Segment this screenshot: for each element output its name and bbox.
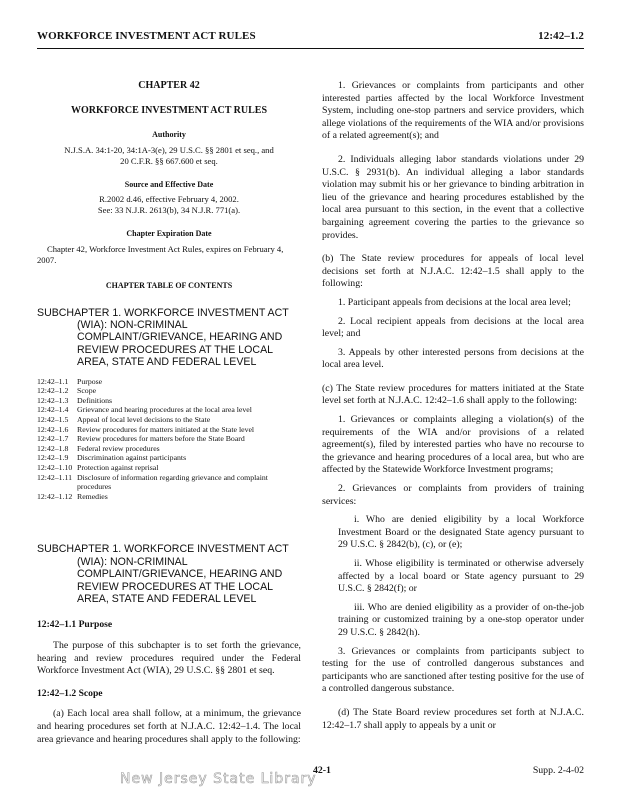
toc-entry-number: 12:42–1.10 (37, 462, 73, 472)
toc-entry-number: 12:42–1.9 (37, 453, 69, 463)
subchapter-heading: SUBCHAPTER 1. WORKFORCE INVESTMENT ACT (WIA): NON-CRIMINAL COMPLAINT/GRIEVANCE, HEARING AND REVIEW PROCEDURES AT THE LOCAL AREA, STATE AND FEDERAL LEVEL (37, 543, 289, 605)
expiration-heading: Chapter Expiration Date (126, 229, 212, 239)
toc-entry-title: Federal review procedures (77, 443, 160, 453)
paragraph-b: (b) The State review procedures for appeals of local level decisions set forth at N.J.A.C. 12:42–1.5 shall apply to the following: (322, 253, 584, 290)
chapter-number: CHAPTER 42 (138, 80, 200, 91)
header-title: WORKFORCE INVESTMENT ACT RULES (37, 30, 256, 42)
toc-entry-title: Scope (77, 386, 97, 396)
paragraph-b2: 2. Local recipient appeals from decisions at the local area level; and (322, 315, 584, 340)
toc-entry-title: Review procedures for matters initiated at the State level (77, 424, 255, 434)
section-2-text: (a) Each local area shall follow, at a minimum, the grievance and hearing procedures set forth at N.J.A.C. 12:42–1.4. The local area grievance and hearing procedures shall apply to the following: (37, 708, 301, 745)
toc-entry (37, 453, 301, 463)
paragraph-b1: 1. Participant appeals from decisions at the local area level; (338, 296, 571, 308)
section-1-heading: 12:42–1.1 Purpose (37, 619, 113, 631)
paragraph-c3: 3. Grievances or complaints from participants subject to testing for the use of controlled dangerous substances and participants who are sanctioned after testing positive for the use of a controlled dangerous substance. (322, 645, 584, 695)
paragraph-a2: 2. Individuals alleging labor standards violations under 29 U.S.C. § 2931(b). An individual alleging a labor standards violation may submit his or her grievance to binding arbitration in lieu of the grievance and hearing procedures established by the local area pursuant to this section, in the event that a collective bargaining agreement covering the parties to the grievance so provides. (322, 153, 584, 241)
paragraph-c2-iii: iii. Who are denied eligibility as a provider of on-the-job training or customized training by a one-stop operator under 29 U.S.C. § 2842(h). (338, 601, 584, 638)
paragraph-a1: 1. Grievances or complaints from participants and other interested parties affected by the local Workforce Investment System, including one-stop partners and service providers, which allege violations of the requirements of the WIA and/or provisions of a related agreement(s); and (322, 80, 584, 142)
toc-entry-title: Protection against reprisal (77, 462, 159, 472)
source-text-2: See: 33 N.J.R. 2613(b), 34 N.J.R. 771(a). (97, 205, 241, 216)
toc-entry-title: Definitions (77, 395, 113, 405)
toc-entry-number: 12:42–1.7 (37, 434, 69, 444)
toc-entry (37, 415, 301, 425)
toc-entry (37, 425, 301, 435)
page-number: 42-1 (313, 765, 331, 776)
toc-entry-number: 12:42–1.12 (37, 491, 73, 501)
toc-entry-number: 12:42–1.3 (37, 395, 69, 405)
toc-entry (37, 405, 301, 415)
toc-entry-title: Appeal of local level decisions to the State (77, 414, 211, 424)
toc-entry-number: 12:42–1.11 (37, 472, 73, 482)
toc-entry (37, 396, 301, 406)
toc-entry-title: Discrimination against participants (77, 453, 187, 463)
toc-entry-number: 12:42–1.6 (37, 424, 69, 434)
toc-entry (37, 492, 301, 502)
toc-entry-title: Disclosure of information regarding grievance and complaint procedures (77, 472, 268, 492)
toc-entry (37, 463, 301, 473)
toc-entry (37, 444, 301, 454)
table-of-contents (37, 377, 301, 502)
expiration-text: Chapter 42, Workforce Investment Act Rules, expires on February 4, 2007. (37, 243, 284, 265)
header-section: 12:42–1.2 (538, 30, 584, 42)
toc-entry (37, 473, 301, 492)
source-text-1: R.2002 d.46, effective February 4, 2002. (99, 194, 239, 205)
running-header (37, 26, 584, 49)
toc-entry (37, 386, 301, 396)
toc-entry-number: 12:42–1.8 (37, 443, 69, 453)
paragraph-b3: 3. Appeals by other interested persons from decisions at the local area level. (322, 346, 584, 371)
paragraph-c2: 2. Grievances or complaints from providers of training services: (322, 483, 584, 507)
library-watermark: New Jersey State Library (120, 771, 317, 787)
toc-entry (37, 377, 301, 387)
section-1-text: The purpose of this subchapter is to set forth the grievance, hearing and review procedures required under the Federal Workforce Investment Act (WIA), 29 U.S.C. §§ 2801 et seq. (37, 639, 301, 677)
paragraph-c1: 1. Grievances or complaints alleging a violation(s) of the requirements of the WIA and/or provisions of a related agreement(s), filed by interested parties who have no recourse to the grievance and hearing procedures of a local area, but who are affected by the Statewide Workforce Investment programs; (322, 414, 584, 476)
toc-entry-number: 12:42–1.2 (37, 386, 69, 396)
toc-subchapter-heading: SUBCHAPTER 1. WORKFORCE INVESTMENT ACT (WIA): NON-CRIMINAL COMPLAINT/GRIEVANCE, HEARING AND REVIEW PROCEDURES AT THE LOCAL AREA, STATE AND FEDERAL LEVEL (37, 306, 289, 369)
source-heading: Source and Effective Date (124, 179, 214, 189)
toc-entry (37, 434, 301, 444)
section-2-heading: 12:42–1.2 Scope (37, 687, 103, 699)
paragraph-c: (c) The State review procedures for matters initiated at the State level set forth at N.J.A.C. 12:42–1.6 shall apply to the following: (322, 382, 584, 407)
paragraph-d: (d) The State Board review procedures set forth at N.J.A.C. 12:42–1.7 shall apply to appeals by a unit or (322, 706, 584, 731)
toc-entry-number: 12:42–1.4 (37, 405, 69, 415)
toc-entry-title: Purpose (77, 376, 103, 386)
paragraph-c2-i: i. Who are denied eligibility by a local Workforce Investment Board or the designated State agency pursuant to 29 U.S.C. § 2842(b), (c), or (e); (338, 514, 584, 551)
right-column (322, 80, 584, 743)
chapter-title: WORKFORCE INVESTMENT ACT RULES (70, 104, 268, 116)
toc-heading: CHAPTER TABLE OF CONTENTS (105, 280, 233, 290)
toc-entry-title: Grievance and hearing procedures at the local area level (77, 405, 252, 415)
left-column (37, 80, 301, 752)
toc-entry-number: 12:42–1.5 (37, 414, 69, 424)
toc-entry-title: Remedies (77, 491, 108, 501)
toc-entry-title: Review procedures for matters before the State Board (77, 434, 245, 444)
paragraph-c2-ii: ii. Whose eligibility is terminated or otherwise adversely affected by a local board or State agency pursuant to 29 U.S.C. § 2842(f); or (338, 558, 584, 595)
supplement-date: Supp. 2-4-02 (532, 765, 584, 776)
authority-heading: Authority (152, 130, 186, 140)
authority-text: N.J.S.A. 34:1-20, 34:1A-3(e), 29 U.S.C. §§ 2801 et seq., and 20 C.F.R. §§ 667.600 et seq. (64, 144, 274, 166)
toc-entry-number: 12:42–1.1 (37, 376, 69, 386)
